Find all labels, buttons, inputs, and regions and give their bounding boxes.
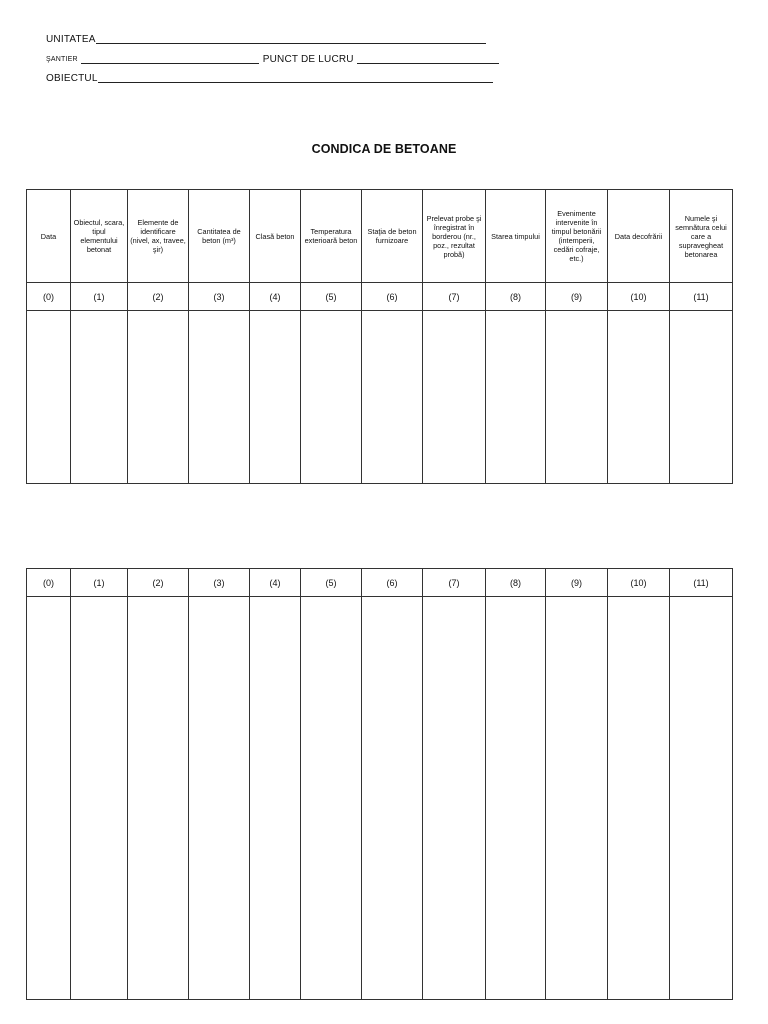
col-number: (7) — [423, 283, 486, 311]
entry-cell[interactable] — [608, 311, 670, 484]
obiectul-label: OBIECTUL — [46, 73, 98, 84]
entry-cell[interactable] — [362, 311, 423, 484]
punct-de-lucru-fill-line[interactable] — [357, 63, 499, 64]
santier-label: ŞANTIER — [46, 56, 78, 63]
entry-cell[interactable] — [71, 311, 128, 484]
col-header-obiectul: Obiectul, scara, tipul elementului betonat — [71, 190, 128, 283]
entry-cell[interactable] — [27, 311, 71, 484]
col-header-cantitatea: Cantitatea de beton (m³) — [189, 190, 250, 283]
col-number: (6) — [362, 569, 423, 597]
column-header-row — [27, 190, 733, 283]
col-number: (4) — [250, 283, 301, 311]
entry-cell[interactable] — [608, 597, 670, 1000]
col-header-starea: Starea timpului — [486, 190, 546, 283]
col-number: (9) — [546, 569, 608, 597]
col-number: (10) — [608, 569, 670, 597]
col-number: (5) — [301, 569, 362, 597]
col-number: (3) — [189, 569, 250, 597]
obiectul-fill-line[interactable] — [98, 82, 493, 83]
col-header-temperatura: Temperatura exterioară beton — [301, 190, 362, 283]
entry-cell[interactable] — [486, 597, 546, 1000]
col-number: (9) — [546, 283, 608, 311]
entry-cell[interactable] — [301, 311, 362, 484]
entry-cell[interactable] — [128, 311, 189, 484]
col-header-elemente: Elemente de identificare (nivel, ax, travee, şir) — [128, 190, 189, 283]
entry-row — [27, 311, 733, 484]
col-number: (4) — [250, 569, 301, 597]
col-number: (10) — [608, 283, 670, 311]
entry-cell[interactable] — [189, 597, 250, 1000]
col-number: (3) — [189, 283, 250, 311]
entry-cell[interactable] — [128, 597, 189, 1000]
unitatea-line — [46, 34, 486, 46]
page-title: CONDICA DE BETOANE — [311, 142, 457, 156]
col-header-data: Data — [27, 190, 71, 283]
unitatea-fill-line[interactable] — [96, 43, 486, 44]
unitatea-label: UNITATEA — [46, 34, 96, 45]
col-number: (1) — [71, 569, 128, 597]
col-number: (8) — [486, 569, 546, 597]
col-number: (11) — [670, 569, 733, 597]
entry-cell[interactable] — [423, 311, 486, 484]
col-header-clasa: Clasă beton — [250, 190, 301, 283]
col-number: (0) — [27, 283, 71, 311]
entry-row — [27, 597, 733, 1000]
col-number: (2) — [128, 283, 189, 311]
col-header-semnatura: Numele şi semnătura celui care a supravegheat betonarea — [670, 190, 733, 283]
col-number: (11) — [670, 283, 733, 311]
entry-cell[interactable] — [362, 597, 423, 1000]
santier-line — [46, 54, 499, 66]
entry-cell[interactable] — [71, 597, 128, 1000]
col-number: (8) — [486, 283, 546, 311]
col-number: (6) — [362, 283, 423, 311]
entry-cell[interactable] — [546, 311, 608, 484]
obiectul-line — [46, 73, 493, 85]
col-number: (2) — [128, 569, 189, 597]
entry-cell[interactable] — [670, 311, 733, 484]
entry-cell[interactable] — [189, 311, 250, 484]
entry-cell[interactable] — [27, 597, 71, 1000]
col-number: (0) — [27, 569, 71, 597]
col-number: (5) — [301, 283, 362, 311]
condica-table-continuation — [26, 568, 733, 1000]
entry-cell[interactable] — [546, 597, 608, 1000]
col-header-decofrare: Data decofrării — [608, 190, 670, 283]
column-number-row — [27, 569, 733, 597]
entry-cell[interactable] — [301, 597, 362, 1000]
santier-fill-line[interactable] — [81, 63, 259, 64]
condica-table-header — [26, 189, 733, 484]
entry-cell[interactable] — [250, 597, 301, 1000]
entry-cell[interactable] — [670, 597, 733, 1000]
col-header-evenimente: Evenimente intervenite în timpul betonării (intemperii, cedări cofraje, etc.) — [546, 190, 608, 283]
entry-cell[interactable] — [423, 597, 486, 1000]
entry-cell[interactable] — [250, 311, 301, 484]
col-number: (7) — [423, 569, 486, 597]
column-number-row — [27, 283, 733, 311]
entry-cell[interactable] — [486, 311, 546, 484]
col-number: (1) — [71, 283, 128, 311]
col-header-prelevat: Prelevat probe şi înregistrat în borderou (nr., poz., rezultat probă) — [423, 190, 486, 283]
col-header-statia: Staţia de beton furnizoare — [362, 190, 423, 283]
punct-de-lucru-label: PUNCT DE LUCRU — [262, 54, 354, 65]
